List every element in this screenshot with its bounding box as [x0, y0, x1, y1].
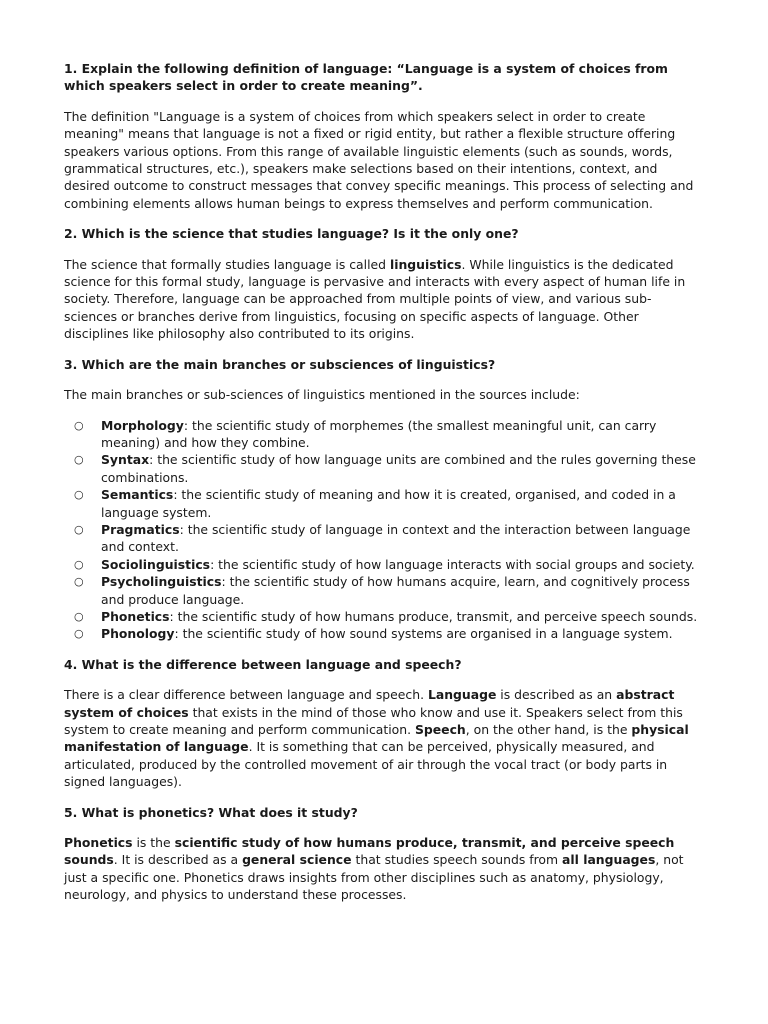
question-4-heading: 4. What is the difference between language and speech? [64, 656, 462, 672]
list-item: ○ Pragmatics: the scientific study of language in context and the interaction between language and context. [74, 521, 691, 555]
list-item: ○ Phonetics: the scientific study of how humans produce, transmit, and perceive speech sounds. [74, 608, 698, 624]
bullet-icon: ○ [74, 488, 84, 502]
term-linguistics: linguistics [389, 256, 462, 272]
question-2-heading: 2. Which is the science that studies language? Is it the only one? [64, 226, 519, 242]
answer-4-paragraph: There is a clear difference between language and speech. Language is described as an abstract system of choices that exists in the mind of those who know and use it. Speakers select from this system to create meaning and perform communication. Speech, on the other hand, is the physical manifestation of language. It is something that can be perceived, physically measured, and articulated, produced by the controlled movement of air through the vocal tract (or body parts in signed languages). [64, 687, 689, 790]
list-item: ○ Psycholinguistics: the scientific study of how humans acquire, learn, and cognitively process and produce language. [74, 574, 690, 607]
bullet-icon: ○ [74, 522, 84, 536]
bullet-icon: ○ [74, 575, 84, 589]
answer-2-paragraph: The science that formally studies language is called linguistics. While linguistics is the dedicated science for this formal study, language is pervasive and interacts with every aspect of human life in society. Therefore, language can be approached from multiple points of view, and various sub-sciences or branches derive from linguistics, focusing on specific aspects of language. Other disciplines like philosophy also contributed to its origins. [64, 256, 686, 342]
question-5-heading: 5. What is phonetics? What does it study? [64, 804, 358, 820]
bullet-icon: ○ [74, 609, 84, 623]
answer-3-intro: The main branches or sub-sciences of linguistics mentioned in the sources include: [64, 387, 580, 403]
list-item: ○ Morphology: the scientific study of morphemes (the smallest meaningful unit, can carry meaning) and how they combine. [74, 417, 657, 450]
list-item: ○ Sociolinguistics: the scientific study of how language interacts with social groups and society. [74, 556, 695, 572]
question-3-heading: 3. Which are the main branches or subsciences of linguistics? [64, 356, 496, 372]
branches-list [64, 417, 702, 643]
bullet-icon: ○ [74, 453, 84, 467]
list-item: ○ Semantics: the scientific study of meaning and how it is created, organised, and coded in a language system. [74, 487, 676, 520]
question-1-heading: 1. Explain the following definition of language: “Language is a system of choices from which speakers select in order to create meaning”. [64, 61, 668, 94]
bullet-icon: ○ [74, 627, 84, 641]
answer-5-paragraph: Phonetics is the scientific study of how humans produce, transmit, and perceive speech sounds. It is described as a general science that studies speech sounds from all languages, not just a specific one. Phonetics draws insights from other disciplines such as anatomy, physiology, neurology, and physics to understand these processes. [64, 835, 684, 903]
answer-1-paragraph: The definition "Language is a system of choices from which speakers select in order to create meaning" means that language is not a fixed or rigid entity, but rather a flexible structure offering speakers various options. From this range of available linguistic elements (such as sounds, words, grammatical structures, etc.), speakers make selections based on their intentions, context, and desired outcome to construct messages that convey specific meanings. This process of selecting and combining elements allows human beings to express themselves and perform communication. [64, 108, 694, 211]
list-item: ○ Syntax: the scientific study of how language units are combined and the rules governing these combinations. [74, 452, 696, 485]
bullet-icon: ○ [74, 557, 84, 571]
bullet-icon: ○ [74, 418, 84, 432]
list-item: ○ Phonology: the scientific study of how sound systems are organised in a language system. [74, 626, 673, 642]
